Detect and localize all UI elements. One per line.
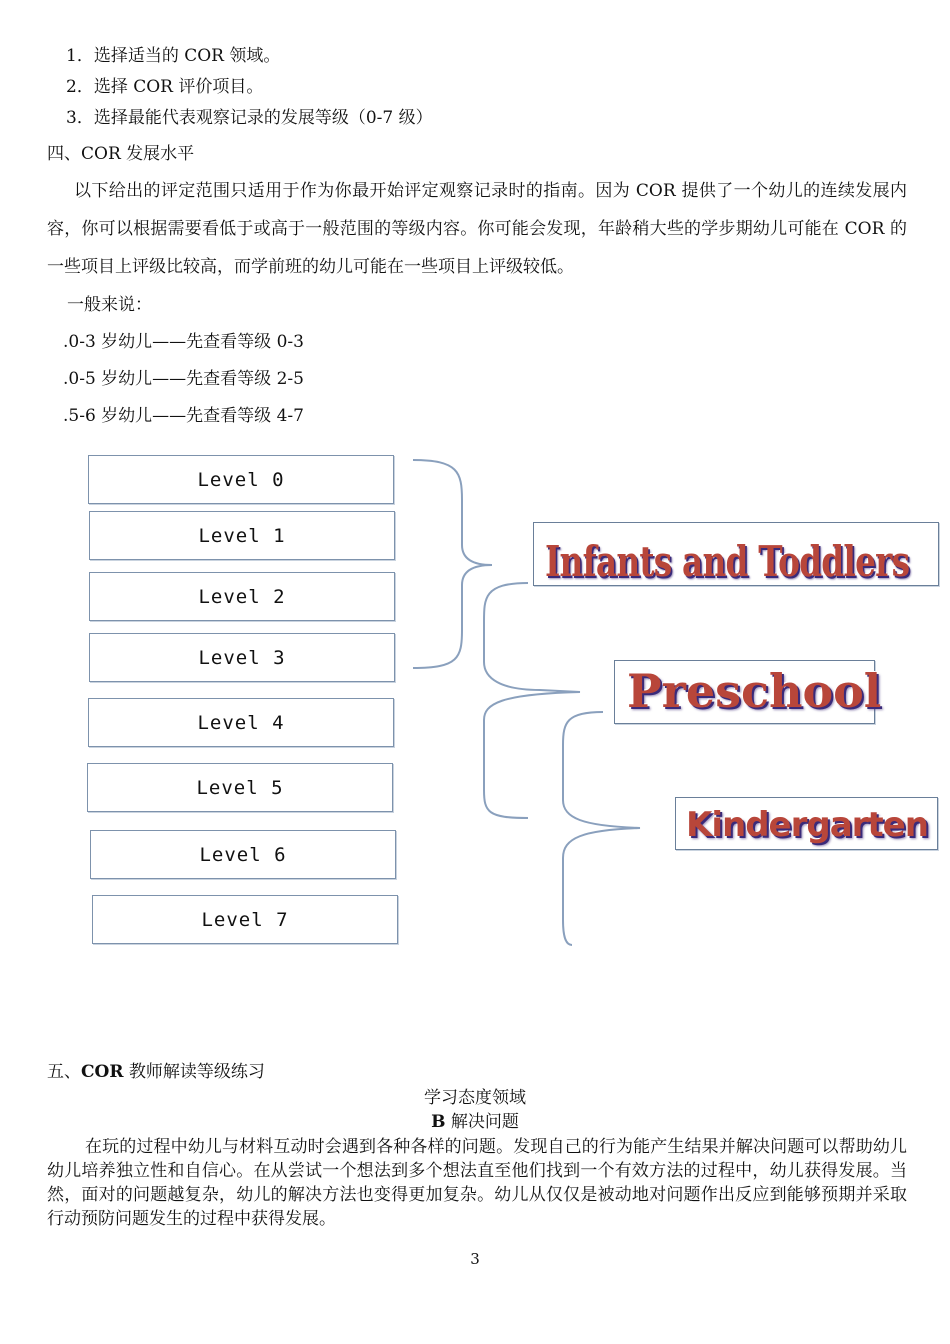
brace-preschool (484, 583, 580, 818)
level-box-5: Level 5 (87, 763, 393, 812)
level-box-7: Level 7 (92, 895, 398, 944)
kindergarten-label: Kindergarten (686, 805, 928, 845)
age-range-1: .0-3 岁幼儿——先查看等级 0-3 (63, 332, 304, 352)
step-1: 1．选择适当的 COR 领域。 (66, 46, 281, 66)
level-box-4: Level 4 (88, 698, 394, 747)
section-4-title: 四、COR 发展水平 (47, 144, 195, 164)
age-range-2: .0-5 岁幼儿——先查看等级 2-5 (63, 369, 304, 389)
section-5-prefix: 五、 (47, 1062, 81, 1082)
infants-toddlers-label: Infants and Toddlers (545, 537, 910, 586)
domain-title: 学习态度领域 (424, 1088, 526, 1108)
brace-infants-toddlers (413, 460, 492, 668)
section-5-title (47, 1062, 265, 1082)
page-number: 3 (470, 1250, 480, 1268)
level-box-0: Level 0 (88, 455, 394, 504)
level-box-6: Level 6 (90, 830, 396, 879)
item-letter: B (431, 1112, 446, 1132)
section-5-rest: 教师解读等级练习 (123, 1062, 265, 1082)
preschool-label: Preschool (627, 664, 882, 718)
general-label: 一般来说： (67, 295, 152, 315)
section-4-paragraph: 以下给出的评定范围只适用于作为你最开始评定观察记录时的指南。因为 COR 提供了一个幼儿的连续发展内容，你可以根据需要看低于或高于一般范围的等级内容。你可能会发现，年龄稍大些的学步期幼儿可能在 COR 的一些项目上评级比较高，而学前班的幼儿可能在一些项目上评级较低。 (47, 181, 907, 277)
brace-kindergarten (563, 712, 640, 945)
item-title (0, 1111, 950, 1133)
age-range-3: .5-6 岁幼儿——先查看等级 4-7 (63, 406, 304, 426)
step-3: 3．选择最能代表观察记录的发展等级（0-7 级） (66, 108, 433, 128)
level-box-3: Level 3 (89, 633, 395, 682)
level-box-1: Level 1 (89, 511, 395, 560)
level-box-2: Level 2 (89, 572, 395, 621)
item-name: 解决问题 (445, 1112, 519, 1132)
item-paragraph: 在玩的过程中幼儿与材料互动时会遇到各种各样的问题。发现自己的行为能产生结果并解决问题可以帮助幼儿幼儿培养独立性和自信心。在从尝试一个想法到多个想法直至他们找到一个有效方法的过程中，幼儿获得发展。当然，面对的问题越复杂，幼儿的解决方法也变得更加复杂。幼儿从仅仅是被动地对问题作出反应到能够预期并采取行动预防问题发生的过程中获得发展。 (47, 1137, 907, 1229)
section-5-cor: COR (81, 1062, 124, 1082)
step-2: 2．选择 COR 评价项目。 (66, 77, 264, 97)
